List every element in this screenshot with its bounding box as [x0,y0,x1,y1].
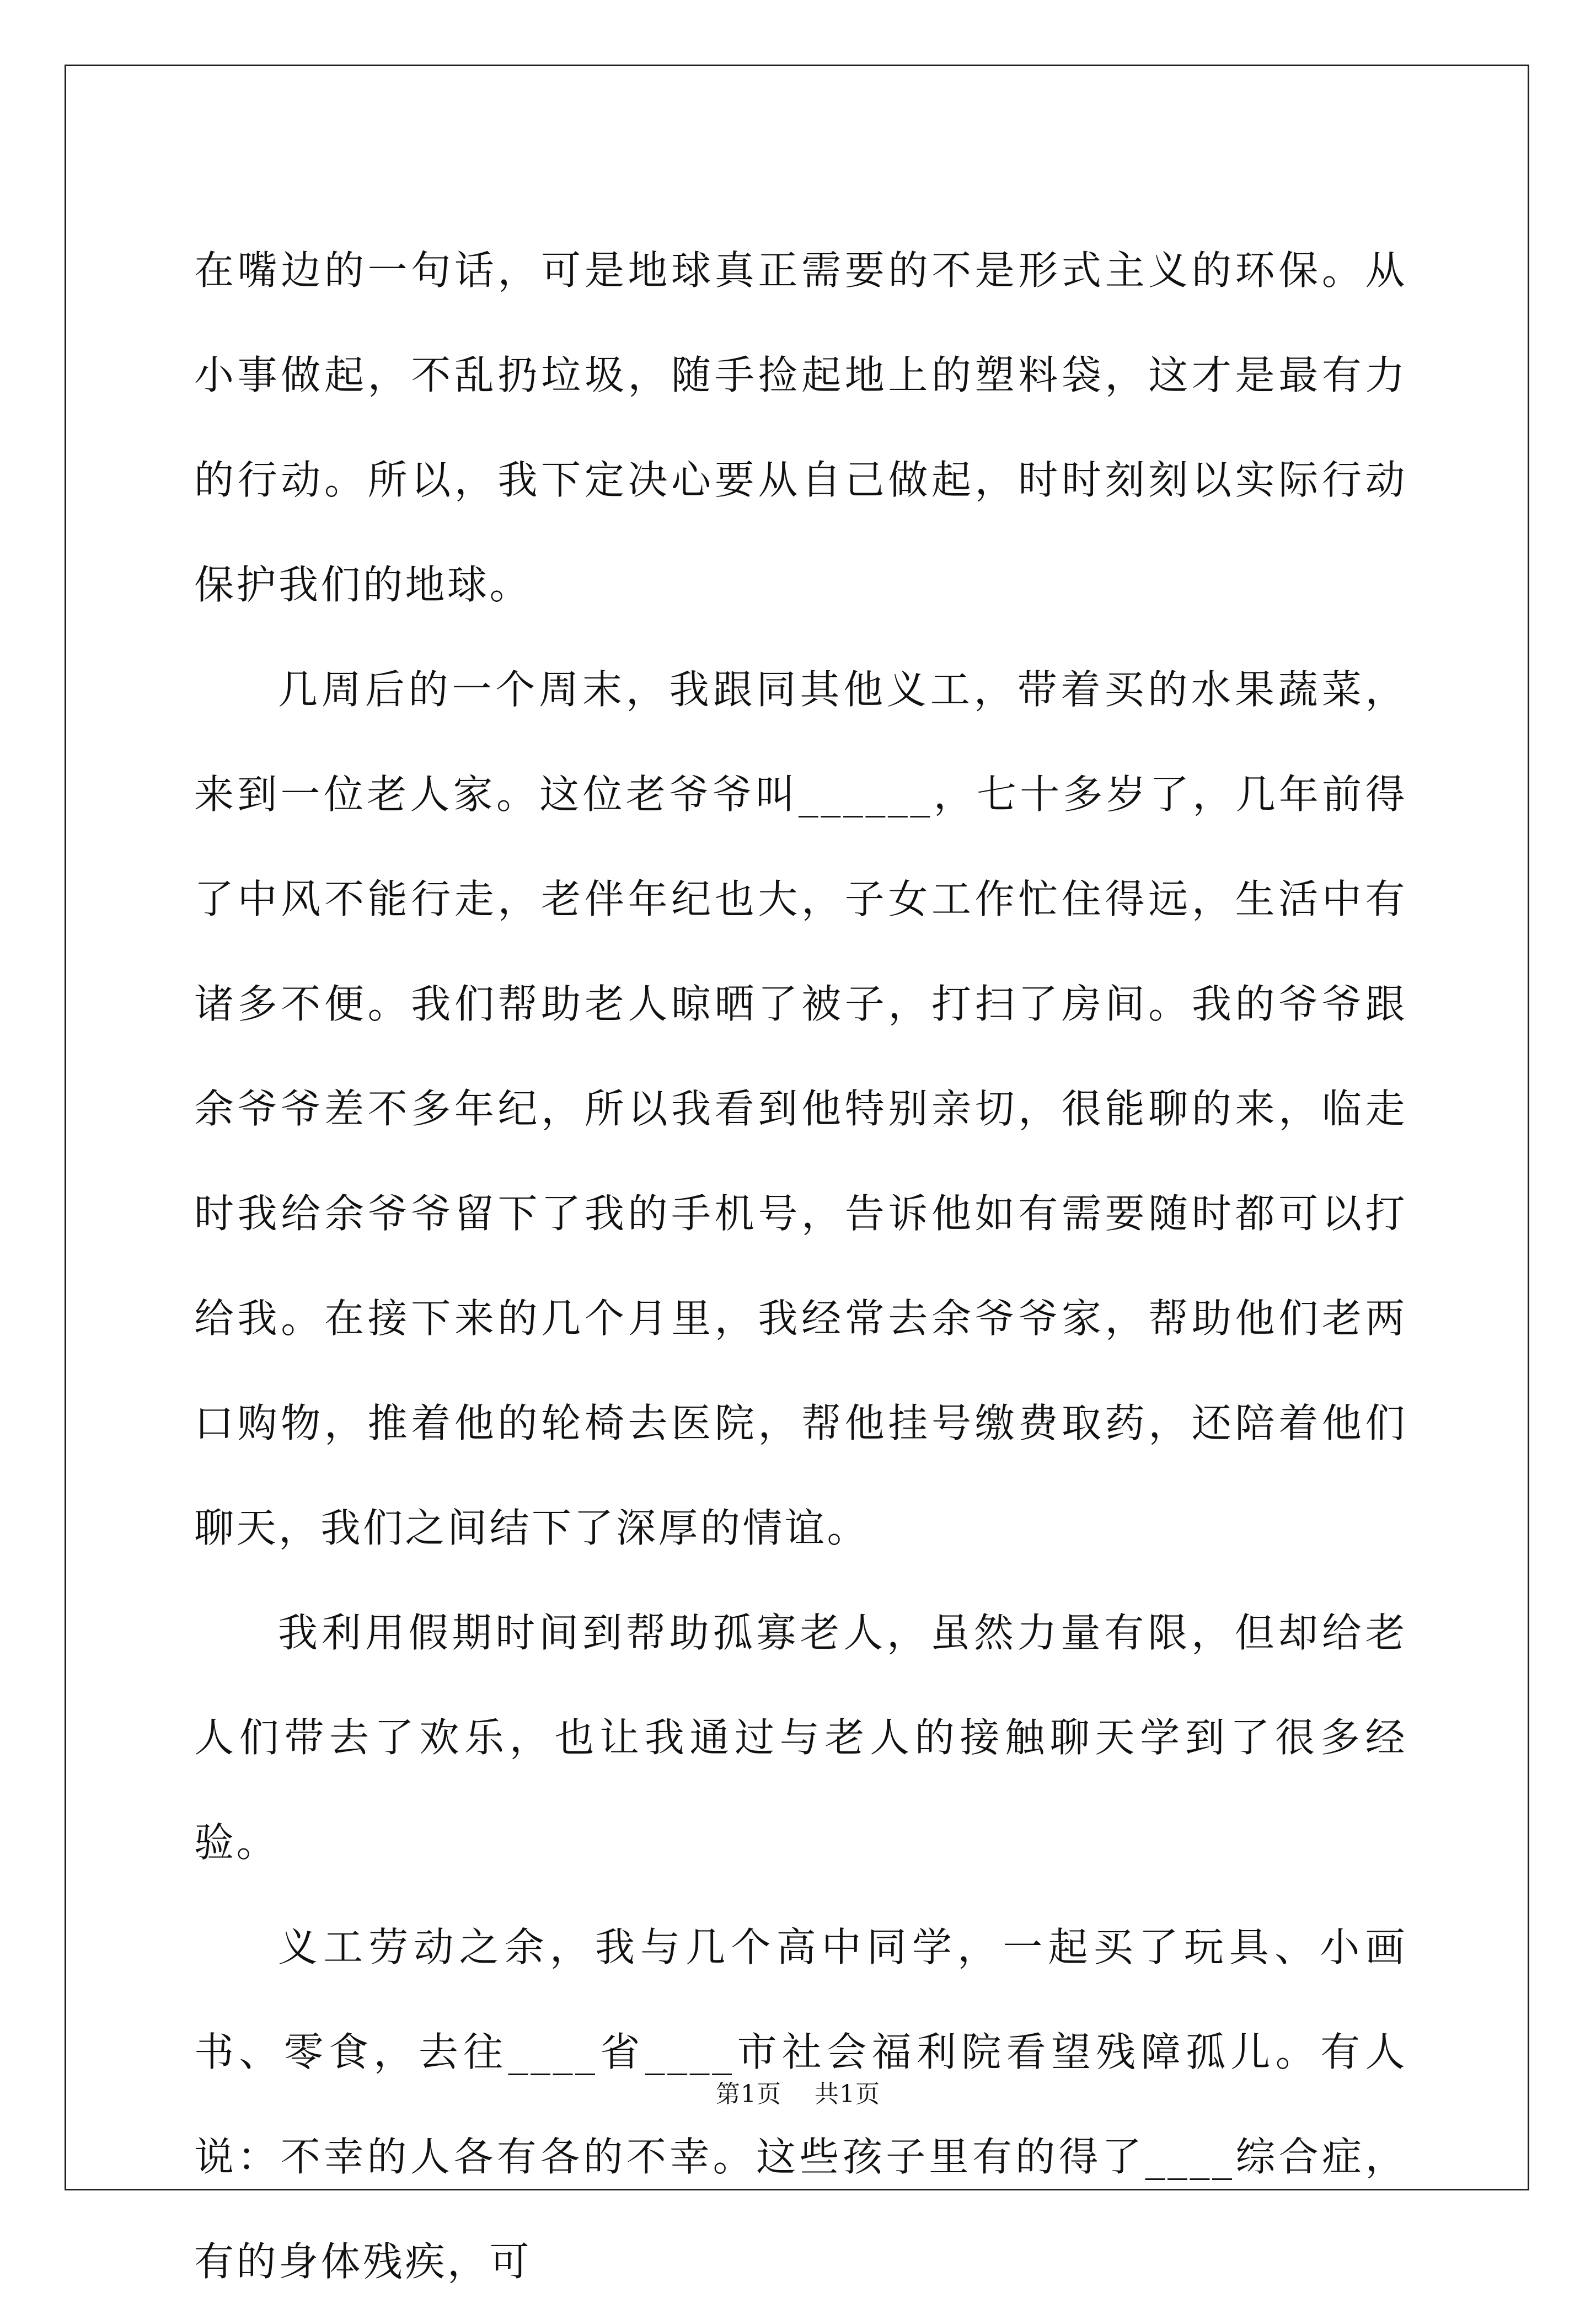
paragraph: 在嘴边的一句话，可是地球真正需要的不是形式主义的环保。从小事做起，不乱扔垃圾，随手捡起地上的塑料袋，这才是最有力的行动。所以，我下定决心要从自己做起，时时刻刻以实际行动保护我们的地球。 [194,247,1407,608]
paragraph: 几周后的一个周末，我跟同其他义工，带着买的水果蔬菜，来到一位老人家。这位老爷爷叫______，七十多岁了，几年前得了中风不能行走，老伴年纪也大，子女工作忙住得远，生活中有诸多不便。我们帮助老人晾晒了被子，打扫了房间。我的爷爷跟余爷爷差不多年纪，所以我看到他特别亲切，很能聊的来，临走时我给余爷爷留下了我的手机号，告诉他如有需要随时都可以打给我。在接下来的几个月里，我经常去余爷爷家，帮助他们老两口购物，推着他的轮椅去医院，帮他挂号缴费取药，还陪着他们聊天，我们之间结下了深厚的情谊。 [194,666,1407,1551]
paragraph: 义工劳动之余，我与几个高中同学，一起买了玩具、小画书、零食，去往____省____市社会福利院看望残障孤儿。有人说：不幸的人各有各的不幸。这些孩子里有的得了____综合症，有的身体残疾，可 [194,1924,1407,2285]
page-number-footer: 第1页 共1页 [716,2080,880,2108]
document-body [194,218,1407,2314]
paragraph: 我利用假期时间到帮助孤寡老人，虽然力量有限，但却给老人们带去了欢乐，也让我通过与老人的接触聊天学到了很多经验。 [194,1610,1407,1866]
